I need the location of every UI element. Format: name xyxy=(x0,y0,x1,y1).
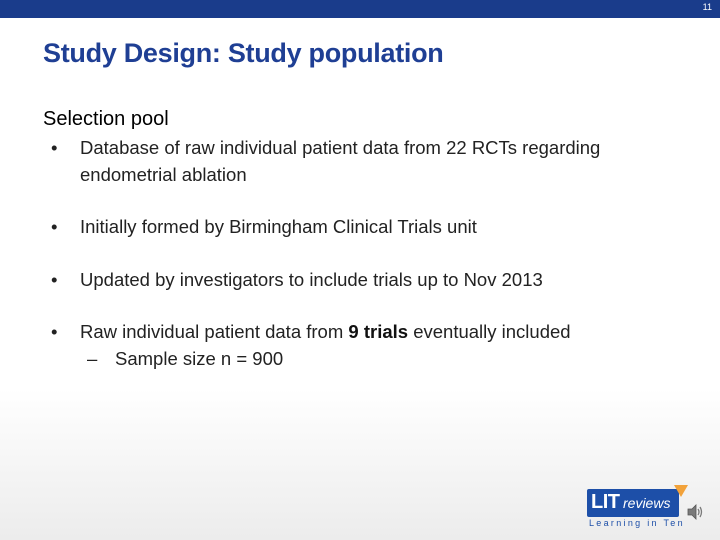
bullet-text: Updated by investigators to include trials up to Nov 2013 xyxy=(80,269,543,290)
bullet-text: Initially formed by Birmingham Clinical Trials unit xyxy=(80,216,477,237)
litreviews-logo xyxy=(587,489,707,531)
logo-tagline: Learning in Ten xyxy=(589,518,685,528)
section-heading: Selection pool xyxy=(43,108,169,130)
bullet-marker: • xyxy=(51,216,58,237)
logo-banner xyxy=(587,489,679,517)
slide-number: 11 xyxy=(702,2,712,12)
bullet-marker: • xyxy=(51,137,58,158)
bullet-marker: • xyxy=(51,321,58,342)
bullet-text-bold: 9 trials xyxy=(348,321,409,342)
bullet-text xyxy=(80,318,671,345)
logo-brand-rest: reviews xyxy=(623,495,671,511)
sub-bullet-marker: – xyxy=(87,348,98,369)
slide-title: Study Design: Study population xyxy=(43,38,444,68)
bullet-text-part: eventually included xyxy=(408,321,571,342)
bullet-text-part: Raw individual patient data from xyxy=(80,321,349,342)
top-bar xyxy=(0,0,720,18)
bullet-item xyxy=(51,318,671,345)
logo-brand-bold: LIT xyxy=(591,491,620,513)
sub-bullet-text: Sample size n = 900 xyxy=(115,348,284,369)
bullet-item xyxy=(51,213,671,240)
sub-bullet-item xyxy=(87,345,283,372)
bullet-item xyxy=(51,266,671,293)
logo-accent-triangle xyxy=(674,485,688,497)
bullet-item xyxy=(51,134,671,188)
bullet-marker: • xyxy=(51,269,58,290)
bullet-text: Database of raw individual patient data from 22 RCTs regarding endometrial ablation xyxy=(80,137,601,185)
speaker-icon[interactable] xyxy=(686,503,704,521)
